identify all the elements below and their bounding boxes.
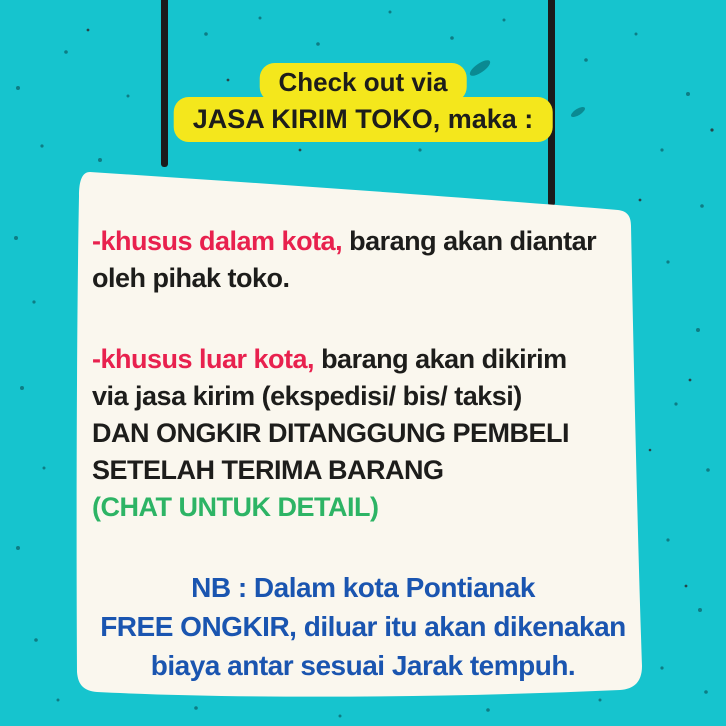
dalam-kota-rest: barang akan diantar: [342, 226, 597, 256]
delivery-out-city-note: [92, 341, 652, 526]
chat-detail-note: (CHAT UNTUK DETAIL): [92, 492, 379, 522]
header-line-1: Check out via: [259, 63, 466, 102]
luar-kota-line-3: DAN ONGKIR DITANGGUNG PEMBELI: [92, 418, 569, 448]
dalam-kota-line-2: oleh pihak toko.: [92, 263, 290, 293]
luar-kota-line-4: SETELAH TERIMA BARANG: [92, 455, 444, 485]
free-ongkir-note: [43, 568, 683, 685]
luar-kota-highlight: -khusus luar kota,: [92, 344, 315, 374]
luar-kota-rest: barang akan dikirim: [314, 344, 567, 374]
delivery-in-city-note: [92, 223, 652, 297]
nb-line-2: FREE ONGKIR, diluar itu akan dikenakan: [100, 611, 626, 642]
dalam-kota-highlight: -khusus dalam kota,: [92, 226, 343, 256]
nb-line-1: NB : Dalam kota Pontianak: [191, 572, 535, 603]
luar-kota-line-1: [92, 341, 652, 378]
luar-kota-line-2: via jasa kirim (ekspedisi/ bis/ taksi): [92, 381, 522, 411]
header-highlight: [174, 63, 553, 142]
dalam-kota-line-1: [92, 223, 652, 260]
nb-line-3: biaya antar sesuai Jarak tempuh.: [150, 650, 576, 681]
header-line-2: JASA KIRIM TOKO, maka :: [174, 97, 553, 142]
